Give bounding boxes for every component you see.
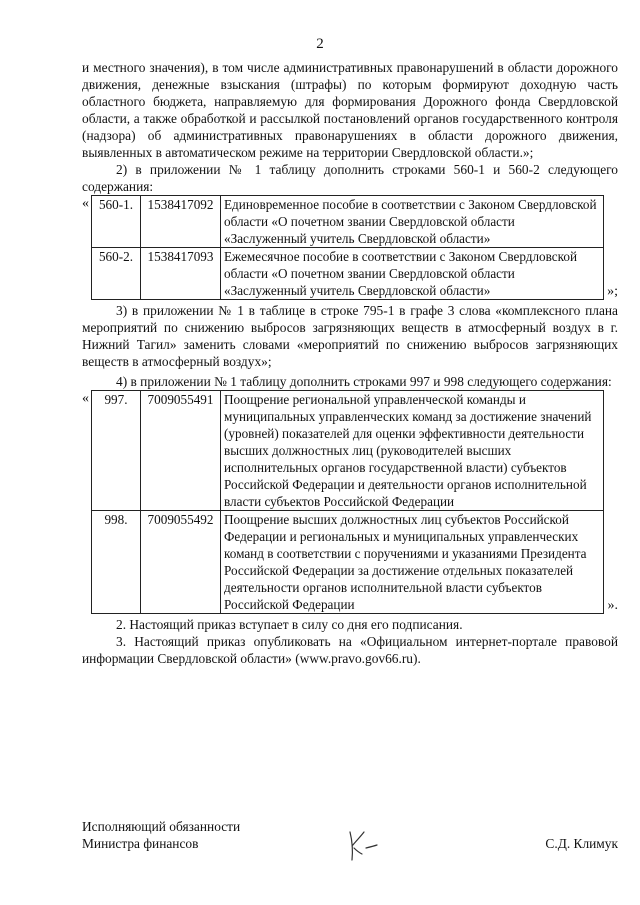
row-code: 7009055492 — [141, 511, 221, 614]
table-row — [92, 248, 604, 300]
table-row — [92, 511, 604, 614]
item-4-paragraph: 4) в приложении № 1 таблицу дополнить строками 997 и 998 следующего содержания: — [116, 374, 612, 389]
document-body — [82, 59, 618, 667]
row-number: 998. — [92, 511, 141, 614]
close-quote: »; — [607, 284, 618, 299]
row-description: Ежемесячное пособие в соответствии с Законом Свердловской области «О почетном звании Свердловской области «Заслуженный учитель Свердловской области» — [221, 248, 604, 300]
close-quote: ». — [607, 598, 618, 613]
table-2 — [91, 390, 604, 614]
open-quote: « — [82, 391, 89, 406]
table-1-block — [82, 195, 618, 300]
row-description: Поощрение региональной управленческой команды и муниципальных управленческих команд за достижение значений (уровней) показателей для оценки эффективности деятельности высших должностных лиц (руководителей высших исполнительных органов государственной власти) субъектов Российской Федерации и деятельности органов исполнительной власти субъектов Российской Федерации — [221, 391, 604, 511]
item-2-paragraph: 2) в приложении № 1 таблицу дополнить строками 560-1 и 560-2 следующего содержания: — [82, 162, 618, 194]
table-row — [92, 196, 604, 248]
intro-paragraph: и местного значения), в том числе административных правонарушений в области дорожного движения, денежные взыскания (штрафы) по которым формируют доходную часть областного бюджета, направляемую для формирования Дорожного фонда Свердловской области, а также обработкой и рассылкой постановлений органов государственного контроля (надзора) об административных правонарушениях в области дорожного движения, выявленных в автоматическом режиме на территории Свердловской области.»; — [82, 60, 618, 160]
signatory-position — [82, 818, 240, 852]
row-description: Единовременное пособие в соответствии с Законом Свердловской области «О почетном звании Свердловской области «Заслуженный учитель Свердловской области» — [221, 196, 604, 248]
row-code: 1538417092 — [141, 196, 221, 248]
table-row — [92, 391, 604, 511]
handwritten-signature — [344, 826, 384, 866]
position-line-2: Министра финансов — [82, 836, 199, 851]
point-2-paragraph: 2. Настоящий приказ вступает в силу со дня его подписания. — [116, 617, 463, 632]
signatory-name: С.Д. Климук — [545, 836, 618, 851]
open-quote: « — [82, 196, 89, 211]
row-description: Поощрение высших должностных лиц субъектов Российской Федерации и региональных и муниципальных управленческих команд в соответствии с поручениями и указаниями Президента Российской Федерации за достижение отдельных показателей деятельности органов исполнительной власти субъектов Российской Федерации — [221, 511, 604, 614]
table-2-block — [82, 390, 618, 614]
point-3-paragraph: 3. Настоящий приказ опубликовать на «Официальном интернет-портале правовой информации Свердловской области» (www.pravo.gov66.ru). — [82, 634, 618, 666]
row-number: 560-2. — [92, 248, 141, 300]
table-1 — [91, 195, 604, 300]
page-number: 2 — [316, 36, 324, 52]
position-line-1: Исполняющий обязанности — [82, 819, 241, 834]
row-code: 7009055491 — [141, 391, 221, 511]
row-number: 560-1. — [92, 196, 141, 248]
row-code: 1538417093 — [141, 248, 221, 300]
item-3-paragraph: 3) в приложении № 1 в таблице в строке 795-1 в графе 3 слова «комплексного плана мероприятий по снижению выбросов загрязняющих веществ в атмосферный воздух в г. Нижний Тагил» заменить словами «мероприятий по снижению выбросов загрязняющих веществ в атмосферный воздух»; — [82, 303, 618, 369]
signature-block — [82, 818, 618, 868]
row-number: 997. — [92, 391, 141, 511]
